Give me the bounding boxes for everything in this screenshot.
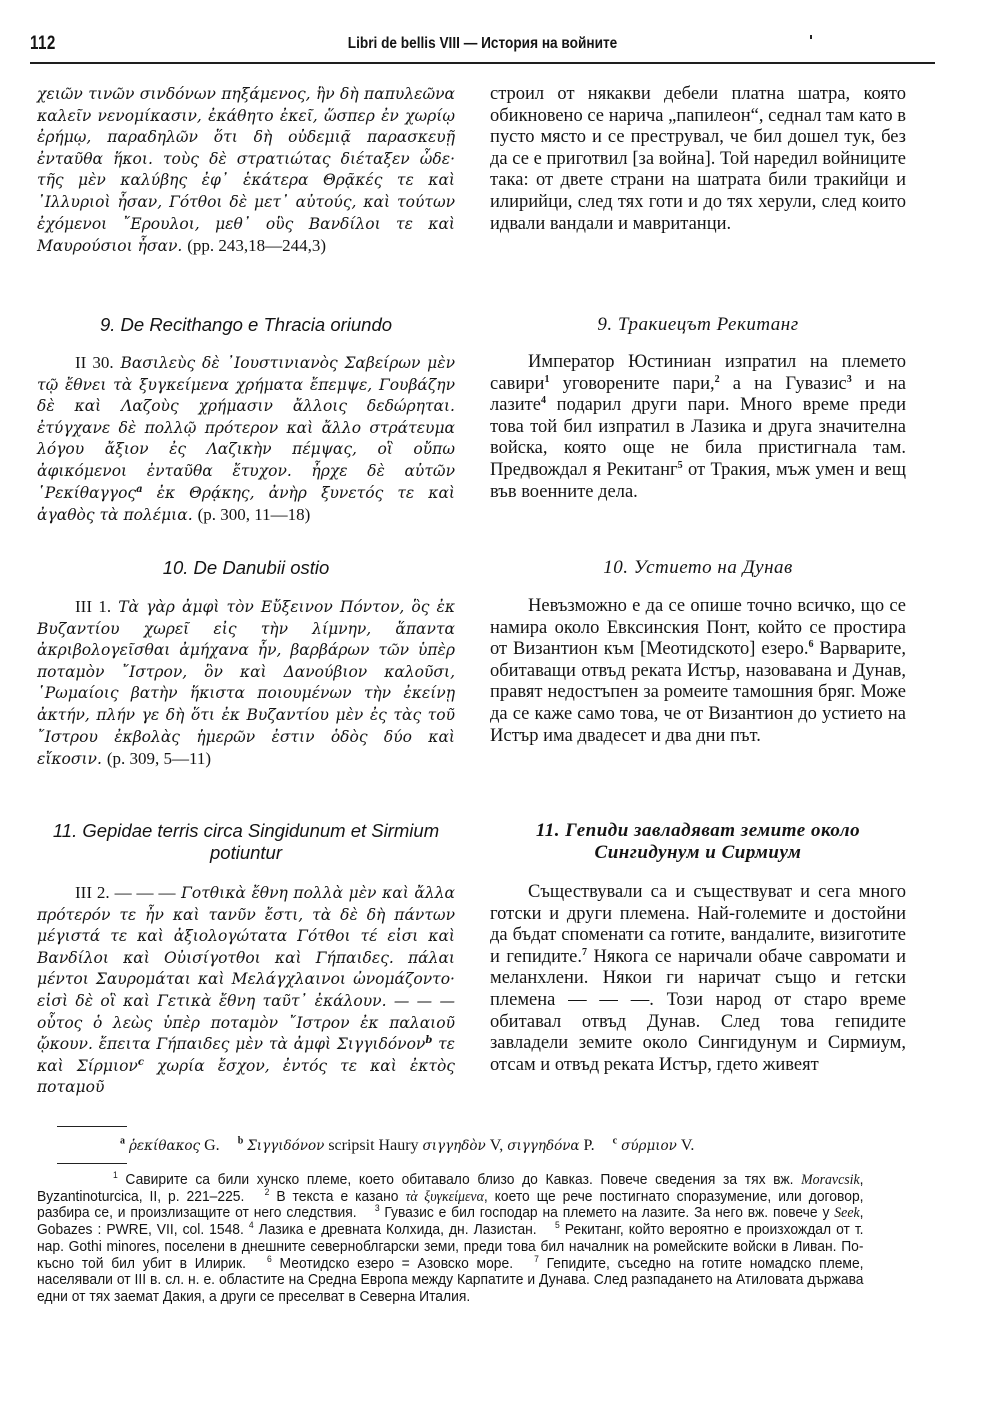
- greek-reference: (pp. 243,18—244,3): [187, 236, 327, 256]
- greek-continuation: [37, 84, 455, 258]
- footnote-mark: 4: [540, 395, 546, 407]
- footnote-text: В текста е казано: [269, 1188, 406, 1205]
- section-10-bulgarian: [490, 596, 906, 747]
- greek-reference: (p. 300, 11—18): [197, 505, 311, 525]
- footnote-mark: 2: [714, 373, 720, 385]
- section-9-bulgarian: [490, 352, 906, 503]
- section-10-title-bulgarian: 10. Устието на Дунав: [603, 557, 793, 578]
- apparatus-mark: c: [137, 1056, 144, 1068]
- variant: ῥεκίθακος: [129, 1138, 201, 1154]
- footnote-text: Лазика е древната Колхида, дн. Лазистан.: [253, 1222, 537, 1239]
- siglum: P.: [579, 1137, 595, 1154]
- apparatus-mark: b: [237, 1135, 244, 1147]
- footnote-mark: 7: [581, 946, 587, 958]
- greek-locator: II 30.: [75, 353, 114, 372]
- section-11-title-bulgarian: 11. Гепиди завладяват земите около Сингидунум и Сирмиум: [535, 820, 861, 863]
- author-name: Moravcsik: [801, 1172, 860, 1188]
- greek-locator: III 2. — — —: [75, 883, 176, 902]
- footnote-number: 7: [534, 1253, 539, 1264]
- footnote-number: 5: [554, 1220, 560, 1231]
- section-11-title-latin: 11. Gepidae terris circa Singidunum et Sirmium potiuntur: [52, 820, 440, 863]
- bg-text: Съществували са и съществуват и сега много готски и други племена. Най-големите и достойни да бъдат споменати са готите, вандалите, визиготите и гепидите.: [490, 882, 906, 967]
- apparatus-criticus: [120, 1136, 900, 1156]
- author-name: Seek: [834, 1205, 860, 1222]
- footnote-text: Гепидите, съседно на готите номадско племе, населявали от III в. сл. н. е. областите на Средна Европа между Карпатите и Дунава. След разпадането на Атиловата държава едни от тях заемат Дакия, а други се преселват в Северна Италия.: [37, 1255, 864, 1305]
- footnote-text: Гувазис е бил господар на племето на лазите. За него вж. повече у: [379, 1205, 835, 1222]
- bg-text: Невъзможно е да се опише точно всичко, що се намира около Евксинския Понт, който се простира от Византион към [Меотидското] езеро.: [490, 596, 906, 660]
- greek-locator: III 1.: [75, 597, 112, 616]
- greek-text: χωρία ἔσχον, ἐντός τε καὶ ἐκτὸς ποταμοῦ: [37, 1056, 455, 1097]
- page-header: [30, 30, 935, 58]
- apparatus-mark: a: [136, 483, 143, 495]
- footnote-text: , което ще рече постигнато споразумение, или договор, разбира се, и произлизащите от него следствия.: [37, 1188, 864, 1222]
- footnote-number: 2: [264, 1186, 270, 1197]
- footnote-mark: 6: [808, 639, 814, 651]
- bg-text: Император Юстиниан изпратил на племето савири: [490, 352, 906, 394]
- section-10-greek: [37, 596, 455, 771]
- bg-text: Някога се наричали обаче савромати и меланхлени. Някои ги наричат също и гетски племена — — —. Този народ от старо време обитавал отвъд Дунав. След това гепидите завладели земите около Сингидунум и Сирмиум, отсам и отвъд реката Истър, гдето живеят: [490, 946, 906, 1075]
- footnote-text: Меотидско езеро = Азовско море.: [271, 1255, 514, 1272]
- variant: σιγγηδόνα: [507, 1138, 580, 1154]
- greek-text: τε καὶ Σίρμιον: [37, 1035, 455, 1075]
- footnote-text: , Gobazes : PWRE, VII, col. 1548.: [37, 1205, 864, 1239]
- greek-reference: (p. 309, 5—11): [106, 749, 212, 769]
- bg-text: уговорените пари,: [549, 373, 715, 394]
- greek-text: χειῶν τινῶν σινδόνων πηξάμενος, ἣν δὴ παπυλεῶνα καλεῖν νενομίκασιν, ἐκάθητο ἐκεῖ, ὥσπερ ἐν χωρίῳ ἐρήμῳ, παραδηλῶν ὅτι δὴ οὐδεμιᾷ παρασκευῇ ἐνταῦθα ἥκοι. τοὺς δὲ στρατιώτας διέταξεν ὧδε· τῆς μὲν καλύβης ἐφ᾽ ἑκάτερα Θρᾷκές τε καὶ ᾽Ιλλυριοὶ ἦσαν, Γότθοι δὲ μετ᾽ αὐτούς, καὶ τούτων ἐχόμενοι ῎Ερουλοι, μεθ᾽ οὓς Βανδίλοι τε καὶ Μαυρούσιοι ἦσαν.: [37, 85, 455, 256]
- footnote-mark: 5: [677, 459, 683, 471]
- footnotes: [37, 1172, 864, 1306]
- footnote-number: 1: [113, 1170, 118, 1181]
- section-9-title-latin: 9. De Recithango e Thracia oriundo: [99, 314, 393, 335]
- bulgarian-continuation: строил от някакви дебели платна шатра, която обикновено се нарича „папилеон“, седнал там като в пусто място и се преструвал, че бил дошел тук, без да се е приготвил [за война]. Той наредил войниците така: от двете страни на шатрата били тракийци и илирийци, след тях готи и до тях херули, след които идвали вандали и мавританци.: [490, 84, 906, 234]
- footnote-mark: 3: [846, 373, 852, 385]
- bg-text: Варварите, обитаващи отвъд реката Истър, назовавана и Дунав, правят недостъпен за ромеите тамошния бряг. Може да се каже само това, че от Византион до устието на Истър има двадесет и два дни път.: [490, 639, 906, 746]
- section-9-greek: [37, 352, 455, 527]
- bg-text: а на Гувазис: [719, 373, 847, 394]
- footnote-number: 3: [374, 1203, 380, 1214]
- footnote-rule: [57, 1163, 127, 1164]
- speck: [810, 35, 812, 39]
- variant: σύρμιον: [621, 1138, 677, 1154]
- footnote-text: Савирите са били хунско племе, което обитавало близо до Кавказ. Повече сведения за тях вж.: [117, 1172, 802, 1188]
- footnote-mark: 1: [544, 373, 550, 385]
- apparatus-mark: a: [120, 1135, 125, 1147]
- bg-text: подарил други пари. Много време преди това той бил изпратил в Лазика и друга значителна войска, която още не била пристигнала там. Предвождал я Рекитанг: [490, 395, 906, 480]
- footnote-text: , Byzantinoturcica, II, p. 221–225.: [37, 1172, 864, 1205]
- footnote-number: 4: [248, 1220, 254, 1231]
- greek-quote: τὰ ξυγκείμενα: [405, 1188, 484, 1205]
- greek-text: Γοτθικὰ ἔθνη πολλὰ μὲν καὶ ἄλλα πρότερόν τε ἦν καὶ τανῦν ἔστι, τὰ δὲ δὴ πάντων μέγιστά τε καὶ ἀξιολογώτατα Γότθοι τέ εἰσι καὶ Βανδίλοι καὶ Οὐισίγοτθοι καὶ Γήπαιδες. πάλαι μέντοι Σαυρομάται καὶ Μελάγχλαινοι ὠνομάζοντο· εἰσὶ δὲ οἳ καὶ Γετικὰ ἔθνη ταῦτ᾽ ἐκάλουν. — — — οὗτος ὁ λεὼς ὑπὲρ ποταμὸν ῎Ιστρον ἐκ παλαιοῦ ᾤκουν. ἔπειτα Γήπαιδες μὲν τὰ ἀμφὶ Σιγγιδόνον: [37, 884, 456, 1054]
- note-text: scripsit Haury: [324, 1137, 423, 1154]
- apparatus-rule: [57, 1126, 127, 1127]
- bg-text: от Тракия, мъж умен и вещ във военните дела.: [490, 459, 906, 502]
- greek-text: ἐκ Θρᾴκης, ἀνὴρ ξυνετός τε καὶ ἀγαθὸς τὰ πολέμια.: [37, 483, 455, 525]
- siglum: V.: [676, 1137, 695, 1154]
- running-title: Libri de bellis VIII — История на войните: [347, 35, 618, 52]
- variant: σιγγηδὸν: [422, 1138, 486, 1154]
- section-11-greek: [37, 882, 455, 1099]
- apparatus-mark: b: [425, 1035, 433, 1046]
- apparatus-mark: c: [612, 1135, 618, 1147]
- variant: Σιγγιδόνον: [247, 1138, 325, 1154]
- section-9-title-bulgarian: 9. Тракиецът Рекитанг: [597, 314, 799, 335]
- greek-text: Τὰ γὰρ ἀμφὶ τὸν Εὔξεινον Πόντον, ὃς ἐκ Βυζαντίου χωρεῖ εἰς τὴν λίμνην, ἅπαντα ἀκριβολογεῖσθαι ἀμήχανα ἦν, βαρβάρων τῶν ὑπὲρ ποταμὸν ῎Ιστρον, ὃν καὶ Δανούβιον καλοῦσι, ῾Ρωμαίοις βατὴν ἥκιστα ποιουμένων τὴν ἐκείνῃ ἀκτήν, πλήν γε δὴ ὅτι ἐκ Βυζαντίου μὲν ἐς τὰς τοῦ ῎Ιστρου ἐκβολὰς ἡμερῶν ἐστιν ὁδὸς δύο καὶ εἴκοσιν.: [37, 598, 455, 769]
- section-11-bulgarian: [490, 882, 906, 1076]
- section-10-title-latin: 10. De Danubii ostio: [162, 557, 330, 578]
- siglum: G.: [200, 1137, 220, 1154]
- greek-text: Βασιλεὺς δὲ ᾽Ιουστινιανὸς Σαβείρων μὲν τῷ ἔθνει τὰ ξυγκείμενα χρήματα ἔπεμψε, Γουβάζην δὲ καὶ Λαζοὺς χρήμασιν ἄλλοις δεδώρηται. ἐτύγχανε δὲ πολλῷ πρότερον καὶ ἄλλο στράτευμα λόγου ἄξιον ἐς Λαζικὴν πέμψας, οἳ οὔπω ἀφικόμενοι ἐνταῦθα ἔτυχον. ἦρχε δὲ αὐτῶν ῾Ρεκίθαγγος: [37, 354, 455, 502]
- siglum: V,: [485, 1137, 508, 1154]
- header-rule: [30, 62, 935, 64]
- bg-text: и на лазите: [490, 373, 907, 416]
- page-number: 112: [30, 33, 56, 54]
- footnote-text: Рекитанг, който вероятно е произхождал от т. нар. Gothi minores, поселени в днешните северноблгарски земи, преди това бил началник на ромейските войски в Ливан. По-късно той бил убит в Илирик.: [37, 1222, 864, 1272]
- footnote-number: 6: [267, 1253, 272, 1264]
